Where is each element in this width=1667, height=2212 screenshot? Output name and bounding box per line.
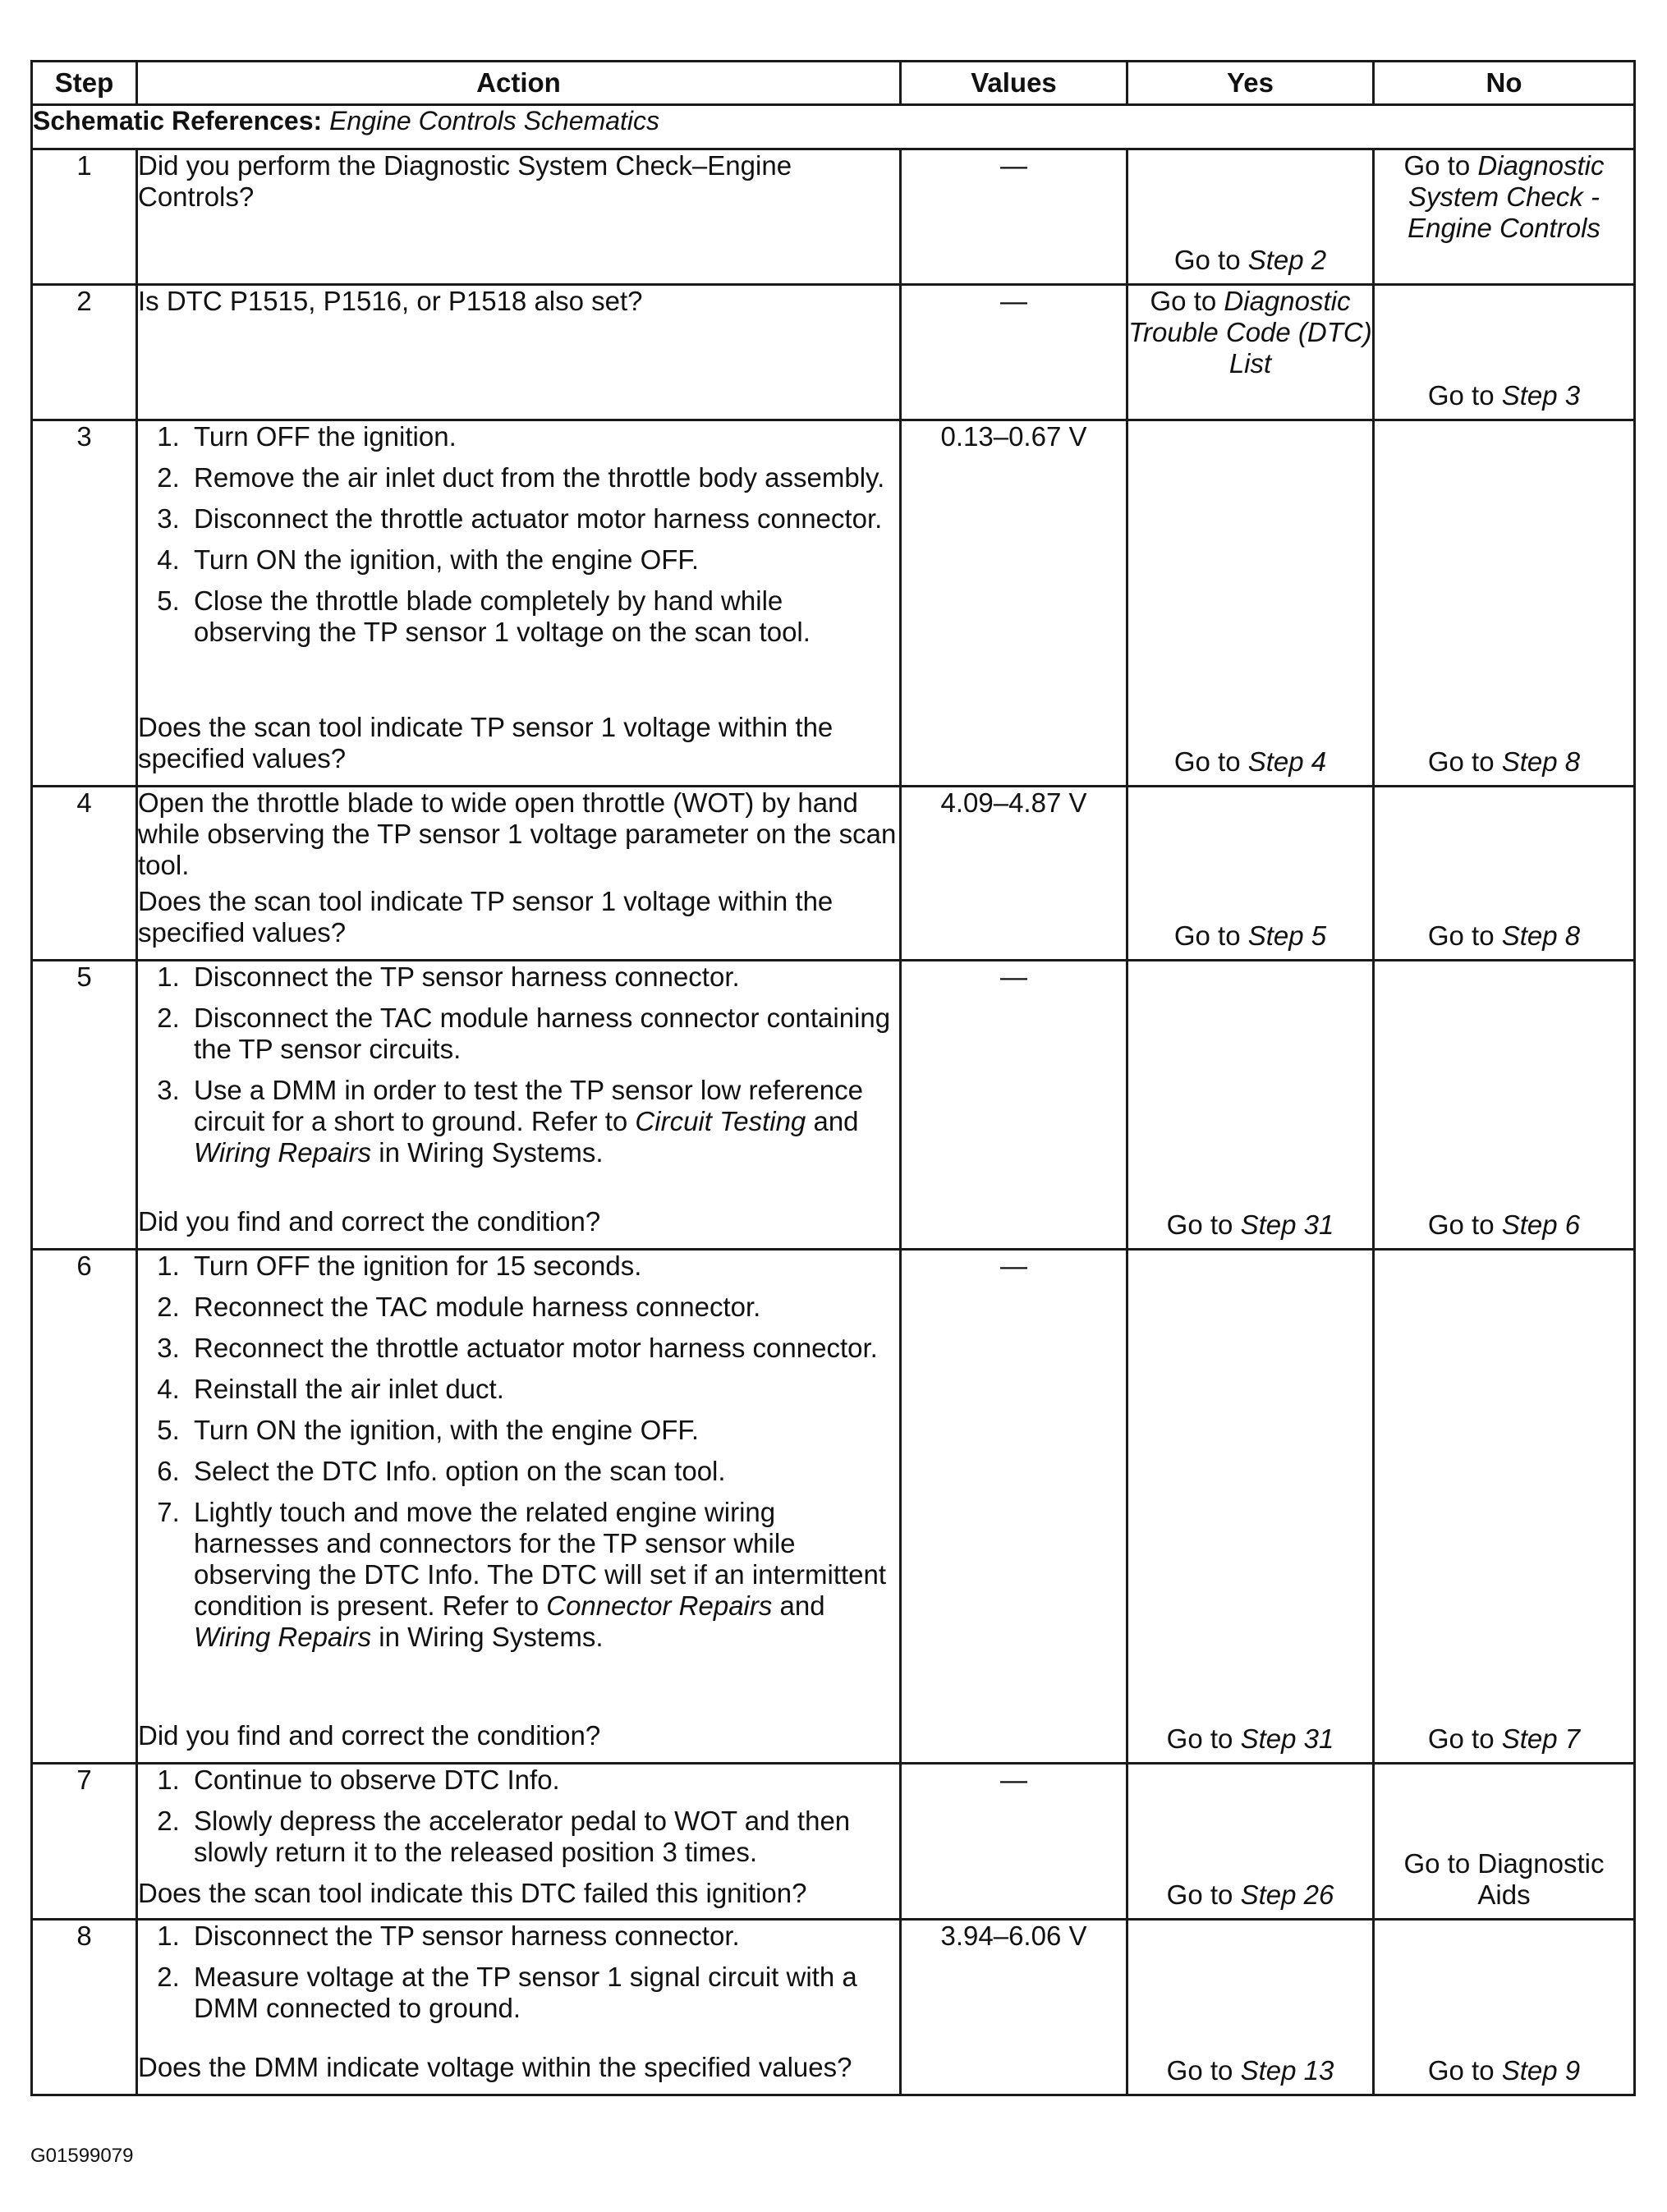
- action-intro: Is DTC P1515, P1516, or P1518 also set?: [138, 286, 643, 316]
- no-content: [1375, 1765, 1633, 1911]
- header-action: Action: [137, 62, 901, 105]
- reference-link: Connector Repairs: [546, 1590, 773, 1621]
- yes-target-link: Step 4: [1247, 746, 1327, 777]
- action-step-list: [138, 1921, 899, 2024]
- no-target: [1375, 1723, 1633, 1755]
- table-row: [32, 1764, 1635, 1920]
- reference-link: Circuit Testing: [635, 1106, 806, 1136]
- no-content: [1375, 421, 1633, 778]
- header-yes: Yes: [1127, 62, 1374, 105]
- header-step: Step: [32, 62, 137, 105]
- action-content: [138, 961, 899, 1237]
- no-target: [1375, 1848, 1633, 1911]
- yes-cell: [1127, 1764, 1374, 1920]
- step-number: 4: [32, 787, 137, 961]
- yes-go-to-text: Go to: [1166, 1209, 1241, 1240]
- schematic-references: [32, 105, 1635, 149]
- action-step-text: in Wiring Systems.: [371, 1137, 604, 1168]
- yes-cell: [1127, 787, 1374, 961]
- action-question: Does the scan tool indicate TP sensor 1 voltage within the specified values?: [138, 886, 834, 948]
- table-row: [32, 149, 1635, 285]
- no-cell: [1374, 285, 1635, 420]
- action-step: 2. Reconnect the TAC module harness connector.: [187, 1292, 899, 1323]
- yes-content: [1128, 787, 1372, 952]
- no-cell: [1374, 961, 1635, 1250]
- action-cell: [137, 1764, 901, 1920]
- yes-target: [1128, 286, 1372, 379]
- action-step: 1. Continue to observe DTC Info.: [187, 1765, 899, 1796]
- action-question: Did you find and correct the condition?: [138, 1720, 601, 1751]
- action-step: 2. Disconnect the TAC module harness connector containing the TP sensor circuits.: [187, 1003, 899, 1065]
- action-intro: Open the throttle blade to wide open throttle (WOT) by hand while observing the TP sensor 1 voltage parameter on the scan tool.: [138, 787, 897, 880]
- action-step: 1. Turn OFF the ignition.: [187, 421, 899, 452]
- action-cell: [137, 149, 901, 285]
- action-content: [138, 1921, 899, 2083]
- yes-cell: [1127, 1250, 1374, 1764]
- step-number: 6: [32, 1250, 137, 1764]
- no-go-to-text: Go to Diagnostic Aids: [1403, 1848, 1605, 1910]
- action-step-list: [138, 1765, 899, 1868]
- action-instructions: [138, 421, 899, 658]
- schematic-references-label: Schematic References:: [33, 106, 323, 135]
- action-step-text: and: [806, 1106, 859, 1136]
- action-question: Does the scan tool indicate this DTC failed this ignition?: [138, 1878, 807, 1908]
- yes-cell: [1127, 420, 1374, 787]
- action-step: 1. Turn OFF the ignition for 15 seconds.: [187, 1251, 899, 1282]
- value-cell: —: [901, 285, 1127, 420]
- step-number: 8: [32, 1920, 137, 2095]
- value-cell: —: [901, 961, 1127, 1250]
- action-content: [138, 150, 899, 273]
- yes-go-to-text: Go to: [1166, 1723, 1241, 1754]
- action-step-list: [138, 421, 899, 648]
- no-cell: [1374, 1920, 1635, 2095]
- no-cell: [1374, 1764, 1635, 1920]
- figure-id: G01599079: [30, 2145, 134, 2167]
- yes-target: [1128, 1879, 1372, 1911]
- step-number: 1: [32, 149, 137, 285]
- action-step: 4. Turn ON the ignition, with the engine OFF.: [187, 544, 899, 576]
- action-step: 5. Turn ON the ignition, with the engine OFF.: [187, 1415, 899, 1446]
- yes-target-link: Step 5: [1247, 920, 1327, 951]
- no-content: [1375, 1251, 1633, 1755]
- yes-cell: [1127, 1920, 1374, 2095]
- yes-cell: [1127, 285, 1374, 420]
- action-step: [187, 1497, 899, 1653]
- yes-content: [1128, 150, 1372, 276]
- no-target: [1375, 1209, 1633, 1241]
- action-instructions: [138, 286, 899, 317]
- action-step-text: and: [772, 1590, 825, 1621]
- value-cell: —: [901, 1250, 1127, 1764]
- table-row: [32, 285, 1635, 420]
- action-cell: [137, 1250, 901, 1764]
- value-cell: —: [901, 1764, 1127, 1920]
- action-question: Does the scan tool indicate TP sensor 1 voltage within the specified values?: [138, 712, 834, 773]
- no-target-link: Step 3: [1501, 380, 1581, 411]
- action-cell: [137, 961, 901, 1250]
- no-target: [1375, 380, 1633, 411]
- no-target-link: Diagnostic System Check - Engine Controls: [1408, 150, 1605, 243]
- action-step: 3. Disconnect the throttle actuator motor harness connector.: [187, 503, 899, 535]
- yes-content: [1128, 421, 1372, 778]
- value-cell: —: [901, 149, 1127, 285]
- no-cell: [1374, 787, 1635, 961]
- no-target: [1375, 920, 1633, 952]
- action-step: 4. Reinstall the air inlet duct.: [187, 1374, 899, 1405]
- no-target-link: Step 9: [1501, 2055, 1581, 2086]
- no-target: [1375, 746, 1633, 778]
- action-step: 2. Remove the air inlet duct from the throttle body assembly.: [187, 462, 899, 493]
- no-go-to-text: Go to: [1427, 1723, 1502, 1754]
- table-row: [32, 420, 1635, 787]
- yes-go-to-text: Go to: [1173, 746, 1248, 777]
- table-row: [32, 1920, 1635, 2095]
- action-content: [138, 787, 899, 948]
- no-go-to-text: Go to: [1427, 920, 1502, 951]
- yes-content: [1128, 286, 1372, 411]
- no-content: [1375, 286, 1633, 411]
- value-cell: 4.09–4.87 V: [901, 787, 1127, 961]
- yes-target: [1128, 1209, 1372, 1241]
- action-instructions: [138, 1251, 899, 1663]
- yes-target: [1128, 2055, 1372, 2086]
- action-intro: Did you perform the Diagnostic System Check–Engine Controls?: [138, 150, 792, 212]
- yes-target-link: Step 2: [1247, 245, 1327, 275]
- no-target-link: Step 6: [1501, 1209, 1581, 1240]
- action-question: Does the DMM indicate voltage within the specified values?: [138, 2052, 852, 2082]
- yes-content: [1128, 1251, 1372, 1755]
- diagnostic-table: [30, 60, 1636, 2096]
- action-step-text: Use a DMM in order to test the TP sensor low reference circuit for a short to ground. Refer to: [194, 1075, 863, 1136]
- table-row: [32, 1250, 1635, 1764]
- yes-content: [1128, 1765, 1372, 1911]
- table-row: [32, 961, 1635, 1250]
- yes-target: [1128, 1723, 1372, 1755]
- no-target: [1375, 150, 1633, 244]
- yes-cell: [1127, 961, 1374, 1250]
- yes-target-link: Step 31: [1240, 1723, 1334, 1754]
- header-no: No: [1374, 62, 1635, 105]
- table-header-row: [32, 62, 1635, 105]
- yes-go-to-text: Go to: [1166, 2055, 1241, 2086]
- action-instructions: [138, 150, 899, 213]
- no-cell: [1374, 420, 1635, 787]
- step-number: 3: [32, 420, 137, 787]
- action-step-list: [138, 961, 899, 1168]
- yes-go-to-text: Go to: [1173, 920, 1248, 951]
- yes-target: [1128, 920, 1372, 952]
- no-go-to-text: Go to: [1403, 150, 1478, 181]
- step-number: 2: [32, 285, 137, 420]
- value-cell: 3.94–6.06 V: [901, 1920, 1127, 2095]
- yes-go-to-text: Go to: [1173, 245, 1248, 275]
- action-question: Did you find and correct the condition?: [138, 1206, 601, 1237]
- yes-target: [1128, 746, 1372, 778]
- no-target-link: Step 8: [1501, 746, 1581, 777]
- action-cell: [137, 285, 901, 420]
- yes-target-link: Step 26: [1240, 1879, 1334, 1910]
- yes-target-link: Step 31: [1240, 1209, 1334, 1240]
- action-step: 1. Disconnect the TP sensor harness connector.: [187, 1921, 899, 1952]
- action-cell: [137, 1920, 901, 2095]
- action-step: 2. Slowly depress the accelerator pedal to WOT and then slowly return it to the released position 3 times.: [187, 1806, 899, 1868]
- action-cell: [137, 420, 901, 787]
- action-instructions: [138, 787, 899, 881]
- action-instructions: [138, 1921, 899, 2034]
- yes-content: [1128, 1921, 1372, 2086]
- step-number: 7: [32, 1764, 137, 1920]
- action-content: [138, 1251, 899, 1751]
- no-content: [1375, 961, 1633, 1241]
- no-go-to-text: Go to: [1427, 380, 1502, 411]
- reference-link: Wiring Repairs: [194, 1137, 372, 1168]
- no-content: [1375, 1921, 1633, 2086]
- action-instructions: [138, 1765, 899, 1878]
- table-row: [32, 787, 1635, 961]
- yes-target: [1128, 245, 1372, 276]
- no-go-to-text: Go to: [1427, 2055, 1502, 2086]
- no-content: [1375, 150, 1633, 276]
- no-cell: [1374, 1250, 1635, 1764]
- action-step-text: Lightly touch and move the related engine wiring harnesses and connectors for the TP sensor while observing the DTC Info. The DTC will set if an intermittent condition is present. Refer to: [194, 1497, 887, 1621]
- step-number: 5: [32, 961, 137, 1250]
- value-cell: 0.13–0.67 V: [901, 420, 1127, 787]
- header-values: Values: [901, 62, 1127, 105]
- action-content: [138, 1765, 899, 1907]
- schematic-references-value: Engine Controls Schematics: [329, 106, 660, 135]
- yes-cell: [1127, 149, 1374, 285]
- yes-content: [1128, 961, 1372, 1241]
- action-step: 2. Measure voltage at the TP sensor 1 signal circuit with a DMM connected to ground.: [187, 1962, 899, 2024]
- yes-go-to-text: Go to: [1150, 286, 1224, 316]
- no-content: [1375, 787, 1633, 952]
- schematic-references-row: [32, 105, 1635, 149]
- action-step: [187, 1075, 899, 1168]
- yes-go-to-text: Go to: [1166, 1879, 1241, 1910]
- action-step: 5. Close the throttle blade completely by hand while observing the TP sensor 1 voltage on the scan tool.: [187, 585, 899, 648]
- action-step: 3. Reconnect the throttle actuator motor harness connector.: [187, 1333, 899, 1364]
- reference-link: Wiring Repairs: [194, 1622, 372, 1652]
- no-go-to-text: Go to: [1427, 746, 1502, 777]
- action-step: 1. Disconnect the TP sensor harness connector.: [187, 961, 899, 993]
- no-target-link: Step 7: [1501, 1723, 1581, 1754]
- action-step: 6. Select the DTC Info. option on the scan tool.: [187, 1456, 899, 1487]
- action-step-text: in Wiring Systems.: [371, 1622, 604, 1652]
- no-target-link: Step 8: [1501, 920, 1581, 951]
- no-target: [1375, 2055, 1633, 2086]
- yes-target-link: Diagnostic Trouble Code (DTC) List: [1128, 286, 1372, 379]
- no-cell: [1374, 149, 1635, 285]
- action-step-list: [138, 1251, 899, 1653]
- no-go-to-text: Go to: [1427, 1209, 1502, 1240]
- action-content: [138, 421, 899, 774]
- yes-target-link: Step 13: [1240, 2055, 1334, 2086]
- action-cell: [137, 787, 901, 961]
- action-instructions: [138, 961, 899, 1178]
- action-content: [138, 286, 899, 408]
